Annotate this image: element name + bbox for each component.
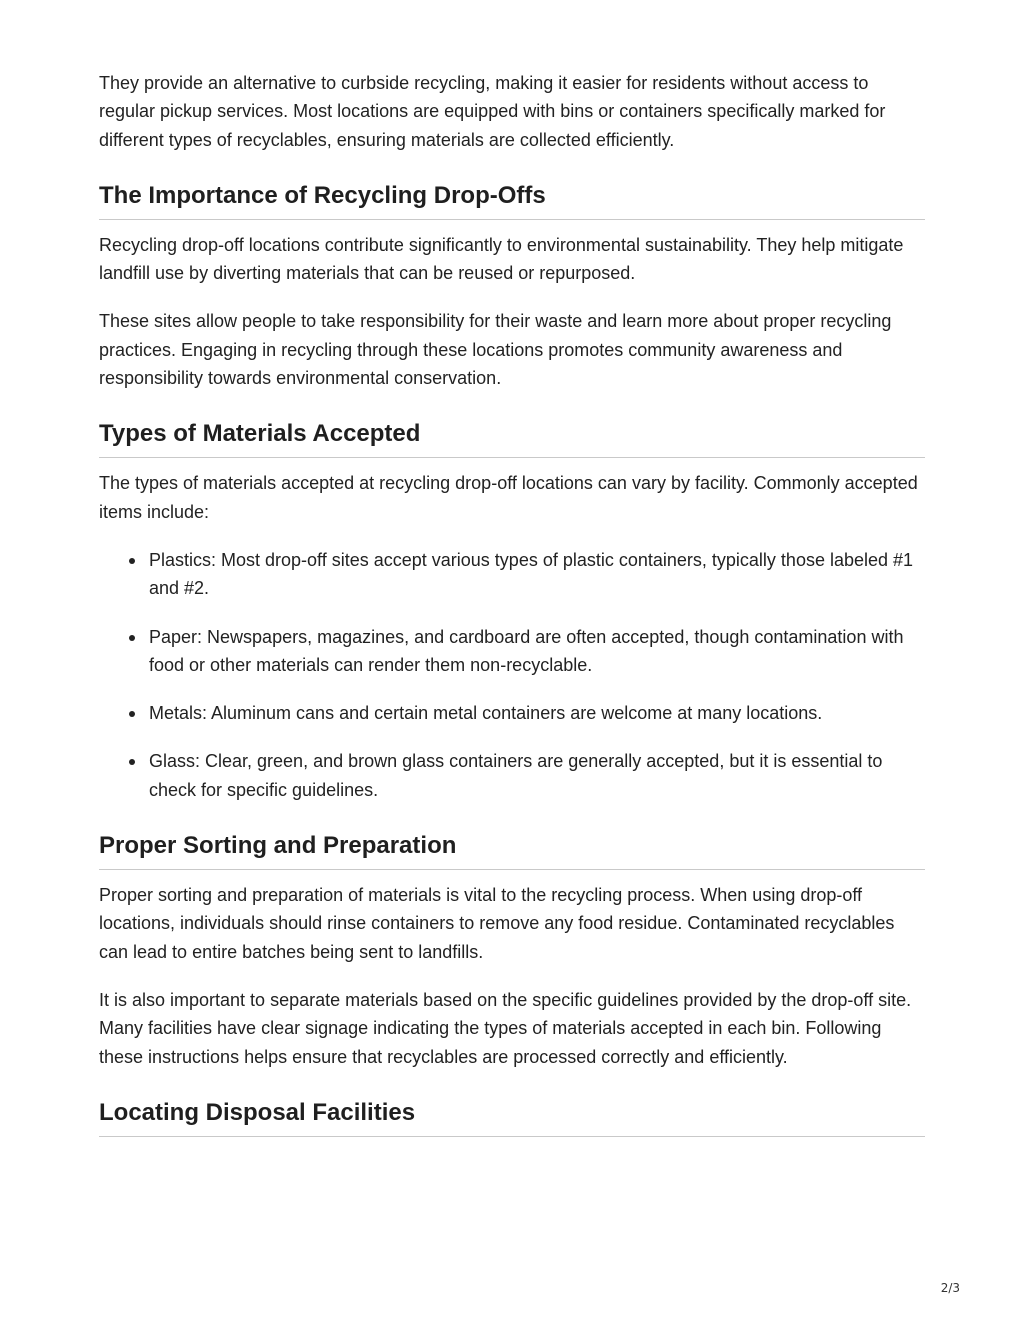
section-sorting (99, 831, 925, 1071)
list-item: Plastics: Most drop-off sites accept various types of plastic containers, typically those labeled #1 and #2. (149, 546, 925, 603)
paragraph: Proper sorting and preparation of materials is vital to the recycling process. When using drop-off locations, individuals should rinse containers to remove any food residue. Contaminated recyclables can lead to entire batches being sent to landfills. (99, 885, 895, 962)
page-number: 2/3 (940, 1281, 960, 1295)
list-item: Paper: Newspapers, magazines, and cardboard are often accepted, though contamination with food or other materials can render them non-recyclable. (149, 623, 925, 680)
paragraph: The types of materials accepted at recycling drop-off locations can vary by facility. Commonly accepted items include: (99, 473, 918, 522)
list-item: Metals: Aluminum cans and certain metal containers are welcome at many locations. (149, 699, 925, 727)
section-locating (99, 1098, 925, 1137)
section-materials (99, 419, 925, 804)
paragraph: It is also important to separate materials based on the specific guidelines provided by the drop-off site. Many facilities have clear signage indicating the types of materials accepted in each bin. Following these instructions helps ensure that recyclables are processed correctly and efficiently. (99, 989, 912, 1067)
section-heading: Types of Materials Accepted (99, 419, 925, 458)
section-importance (99, 181, 925, 392)
document-page (99, 69, 925, 1164)
section-heading: The Importance of Recycling Drop-Offs (99, 181, 925, 220)
section-heading: Locating Disposal Facilities (99, 1098, 925, 1137)
list-item: Glass: Clear, green, and brown glass containers are generally accepted, but it is essential to check for specific guidelines. (149, 747, 925, 804)
paragraph: Recycling drop-off locations contribute significantly to environmental sustainability. They help mitigate landfill use by diverting materials that can be reused or repurposed. (99, 234, 904, 284)
materials-list (99, 546, 925, 804)
paragraph: These sites allow people to take responsibility for their waste and learn more about proper recycling practices. Engaging in recycling through these locations promotes community awareness and responsibility towards environmental conservation. (99, 311, 892, 389)
section-heading: Proper Sorting and Preparation (99, 831, 925, 870)
intro-paragraph: They provide an alternative to curbside recycling, making it easier for residents without access to regular pickup services. Most locations are equipped with bins or containers specifically marked for different types of recyclables, ensuring materials are collected efficiently. (99, 73, 886, 150)
